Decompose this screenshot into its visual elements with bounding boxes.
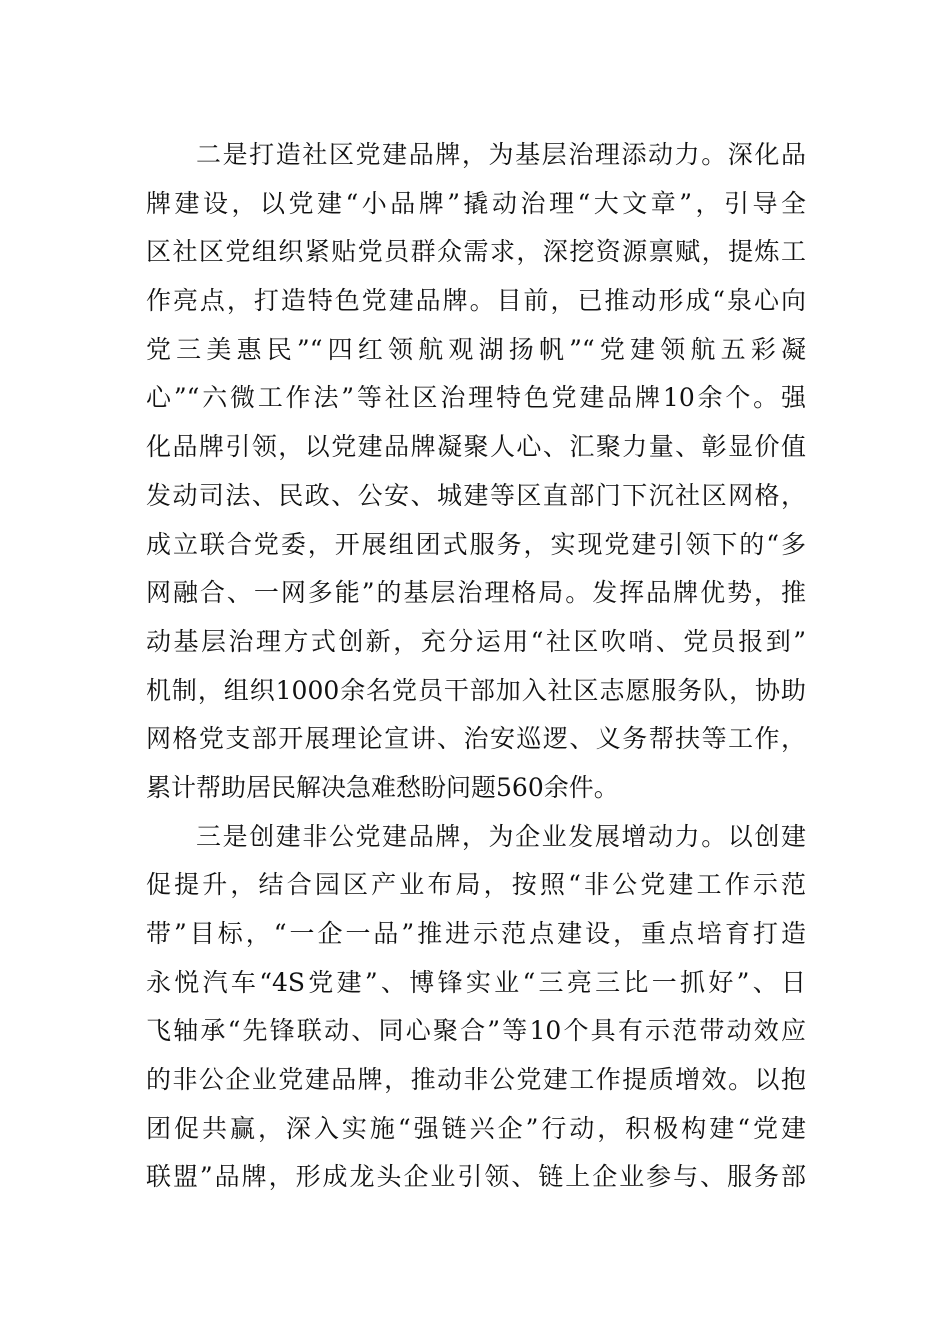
text-line: 区社区党组织紧贴党员群众需求，深挖资源禀赋，提炼工 — [146, 237, 806, 267]
text-line: 带”目标，“一企一品”推进示范点建设，重点培育打造 — [146, 919, 806, 948]
text-line: 心”“六微工作法”等社区治理特色党建品牌10余个。强 — [146, 383, 806, 413]
text-line: 网格党支部开展理论宣讲、治安巡逻、义务帮扶等工作， — [146, 724, 806, 754]
text-line: 的非公企业党建品牌，推动非公党建工作提质增效。以抱 — [146, 1065, 806, 1095]
text-line: 机制，组织1000余名党员干部加入社区志愿服务队，协助 — [146, 675, 806, 705]
text-line: 发动司法、民政、公安、城建等区直部门下沉社区网格， — [146, 480, 806, 510]
text-line: 联盟”品牌，形成龙头企业引领、链上企业参与、服务部 — [146, 1162, 806, 1192]
text-line: 党三美惠民”“四红领航观湖扬帆”“党建领航五彩凝 — [146, 334, 806, 364]
paragraph-nonpublic-brand — [146, 813, 806, 1203]
text-line: 促提升，结合园区产业布局，按照“非公党建工作示范 — [146, 870, 806, 900]
text-line: 三是创建非公党建品牌，为企业发展增动力。以创建 — [196, 821, 806, 851]
paragraph-community-brand — [146, 131, 806, 813]
text-line: 网融合、一网多能”的基层治理格局。发挥品牌优势，推 — [146, 578, 806, 608]
text-line: 团促共赢，深入实施“强链兴企”行动，积极构建“党建 — [146, 1113, 806, 1143]
text-line: 飞轴承“先锋联动、同心聚合”等10个具有示范带动效应 — [146, 1016, 806, 1046]
text-line: 累计帮助居民解决急难愁盼问题560余件。 — [146, 772, 619, 802]
body-text — [146, 131, 806, 1202]
text-line: 作亮点，打造特色党建品牌。目前，已推动形成“泉心向 — [146, 286, 806, 316]
text-line: 动基层治理方式创新，充分运用“社区吹哨、党员报到” — [146, 626, 806, 656]
text-line: 二是打造社区党建品牌，为基层治理添动力。深化品 — [196, 140, 806, 169]
text-line: 永悦汽车“4S党建”、博锋实业“三亮三比一抓好”、日 — [146, 967, 806, 997]
text-line: 牌建设，以党建“小品牌”撬动治理“大文章”，引导全 — [146, 188, 806, 218]
text-line: 成立联合党委，开展组团式服务，实现党建引领下的“多 — [146, 529, 806, 559]
text-line: 化品牌引领，以党建品牌凝聚人心、汇聚力量、彰显价值 — [146, 432, 806, 462]
